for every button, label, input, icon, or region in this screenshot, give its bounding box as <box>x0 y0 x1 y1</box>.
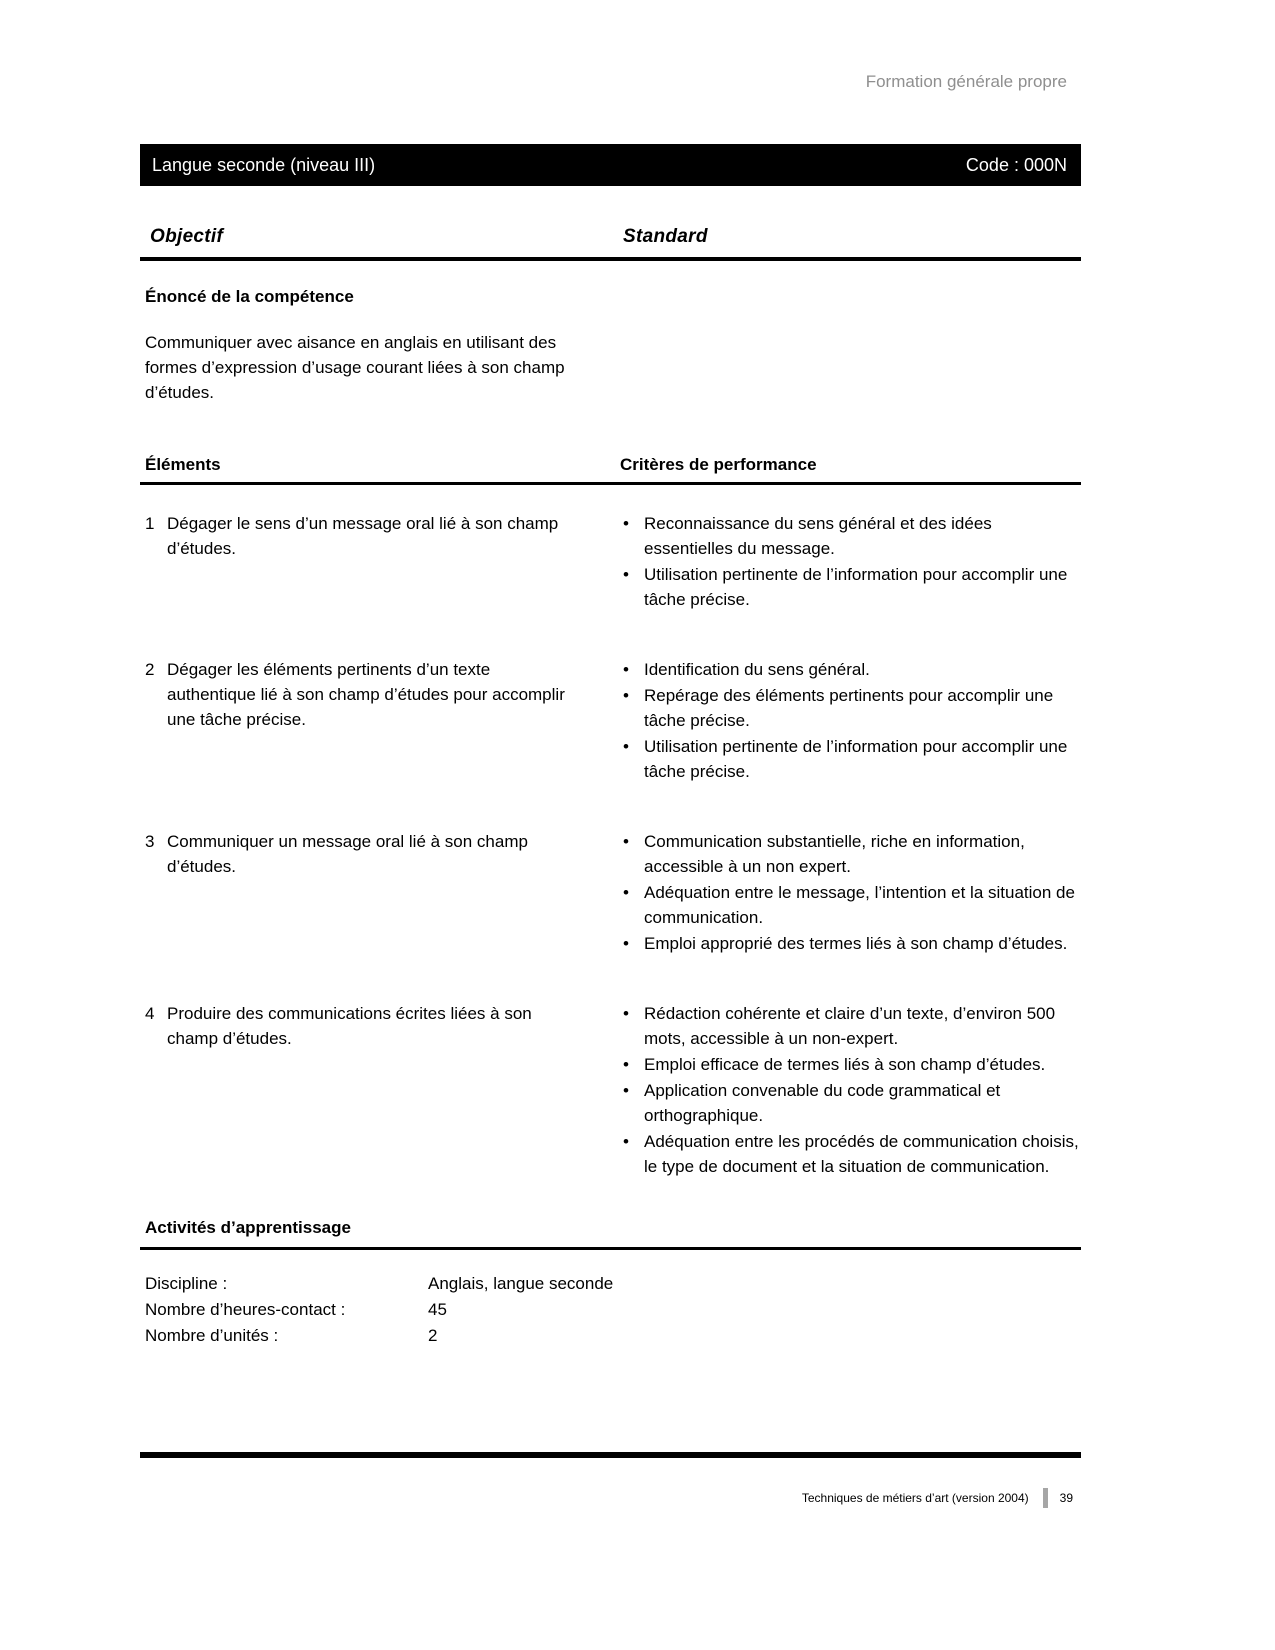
table-heading-elements: Éléments <box>145 455 221 474</box>
page-number: 39 <box>1059 1491 1073 1505</box>
footer-separator <box>1043 1488 1048 1508</box>
table-headings <box>140 455 1081 485</box>
table-heading-criteres: Critères de performance <box>620 455 817 474</box>
criterion: • Emploi approprié des termes liés à son champ d’études. <box>620 931 1081 956</box>
footer-rule <box>140 1452 1081 1458</box>
course-banner <box>140 144 1081 186</box>
info-value: 45 <box>428 1300 447 1319</box>
criteria-list <box>618 657 1081 785</box>
info-label: Nombre d’heures-contact : <box>145 1300 346 1319</box>
info-value: Anglais, langue seconde <box>428 1274 614 1293</box>
criteria-list <box>618 511 1081 613</box>
column-heading-standard: Standard <box>623 226 708 247</box>
element-number: 4 <box>145 1004 155 1023</box>
competence-heading: Énoncé de la compétence <box>145 287 354 306</box>
criteria-list <box>618 829 1081 957</box>
info-row <box>145 1323 1081 1349</box>
criterion: • Reconnaissance du sens général et des idées essentielles du message. <box>620 511 1081 561</box>
criterion: • Repérage des éléments pertinents pour accomplir une tâche précise. <box>620 683 1081 733</box>
footer <box>140 1488 1081 1508</box>
table-row <box>140 511 1081 613</box>
footer-text: Techniques de métiers d’art (version 2004) <box>801 1491 1029 1505</box>
info-row <box>145 1297 1081 1323</box>
table-row <box>140 1001 1081 1180</box>
table-row <box>140 829 1081 957</box>
element-number: 3 <box>145 832 155 851</box>
header-note: Formation générale propre <box>865 72 1067 91</box>
criterion: • Identification du sens général. <box>620 657 1081 682</box>
activities-heading: Activités d’apprentissage <box>140 1218 1081 1250</box>
info-label: Discipline : <box>145 1274 228 1293</box>
criterion: • Adéquation entre les procédés de communication choisis, le type de document et la situation de communication. <box>620 1129 1081 1179</box>
competence-text: Communiquer avec aisance en anglais en utilisant des formes d’expression d’usage courant liées à son champ d’études. <box>145 333 565 402</box>
info-label: Nombre d’unités : <box>145 1326 279 1345</box>
element-number: 2 <box>145 660 155 679</box>
element-text: Dégager les éléments pertinents d’un texte authentique lié à son champ d’études pour accomplir une tâche précise. <box>167 660 565 729</box>
element-text: Communiquer un message oral lié à son champ d’études. <box>167 832 528 876</box>
criterion: • Adéquation entre le message, l’intention et la situation de communication. <box>620 880 1081 930</box>
criterion: • Communication substantielle, riche en information, accessible à un non expert. <box>620 829 1081 879</box>
banner-title: Langue seconde (niveau III) <box>152 154 376 175</box>
table-row <box>140 657 1081 785</box>
banner-code: Code : 000N <box>965 154 1067 175</box>
criterion: • Rédaction cohérente et claire d’un texte, d’environ 500 mots, accessible à un non-expert. <box>620 1001 1081 1051</box>
info-row <box>145 1271 1081 1297</box>
criterion: • Utilisation pertinente de l’information pour accomplir une tâche précise. <box>620 562 1081 612</box>
info-value: 2 <box>428 1326 438 1345</box>
criterion: • Application convenable du code grammatical et orthographique. <box>620 1078 1081 1128</box>
element-text: Produire des communications écrites liées à son champ d’études. <box>167 1004 532 1048</box>
column-headings <box>140 226 1081 261</box>
criteria-list <box>618 1001 1081 1180</box>
element-text: Dégager le sens d’un message oral lié à son champ d’études. <box>167 514 559 558</box>
criterion: • Utilisation pertinente de l’information pour accomplir une tâche précise. <box>620 734 1081 784</box>
activities-info <box>140 1271 1081 1349</box>
column-heading-objectif: Objectif <box>150 226 224 247</box>
elements-table <box>140 511 1081 1180</box>
element-number: 1 <box>145 514 155 533</box>
criterion: • Emploi efficace de termes liés à son champ d’études. <box>620 1052 1081 1077</box>
